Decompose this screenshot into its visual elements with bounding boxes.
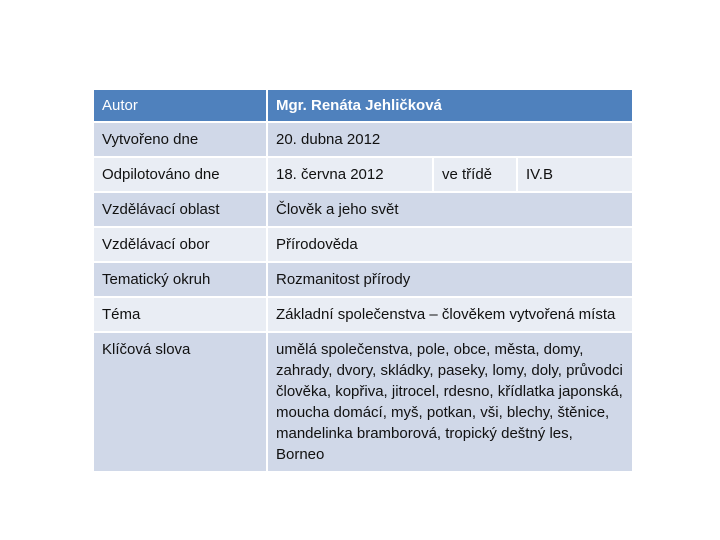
row-value-thematic: Rozmanitost přírody (266, 263, 632, 296)
row-label-author: Autor (94, 90, 266, 121)
row-label-keywords: Klíčová slova (94, 333, 266, 471)
row-value-area: Člověk a jeho svět (266, 193, 632, 226)
table-row (94, 90, 632, 121)
table-row (94, 123, 632, 156)
row-value-piloted: 18. června 2012 (266, 158, 432, 191)
row-value-field: Přírodověda (266, 228, 632, 261)
table-row (94, 333, 632, 471)
row-value-author: Mgr. Renáta Jehličková (266, 90, 632, 121)
row-label-created: Vytvořeno dne (94, 123, 266, 156)
row-label-area: Vzdělávací oblast (94, 193, 266, 226)
row-label-piloted: Odpilotováno dne (94, 158, 266, 191)
table-row (94, 158, 632, 191)
row-label-thematic: Tematický okruh (94, 263, 266, 296)
table-row (94, 193, 632, 226)
row-value-created: 20. dubna 2012 (266, 123, 632, 156)
class-value: IV.B (516, 158, 632, 191)
table-row (94, 298, 632, 331)
table-row (94, 263, 632, 296)
class-label: ve třídě (432, 158, 516, 191)
row-value-topic: Základní společenstva – člověkem vytvořená místa (266, 298, 632, 331)
row-label-topic: Téma (94, 298, 266, 331)
row-label-field: Vzdělávací obor (94, 228, 266, 261)
table-row (94, 228, 632, 261)
metadata-table (94, 88, 632, 473)
row-value-keywords: umělá společenstva, pole, obce, města, domy, zahrady, dvory, skládky, paseky, lomy, doly, průvodci člověka, kopřiva, jitrocel, rdesno, křídlatka japonská, moucha domácí, myš, potkan, vši, blechy, štěnice, mandelinka bramborová, tropický deštný les, Borneo (266, 333, 632, 471)
